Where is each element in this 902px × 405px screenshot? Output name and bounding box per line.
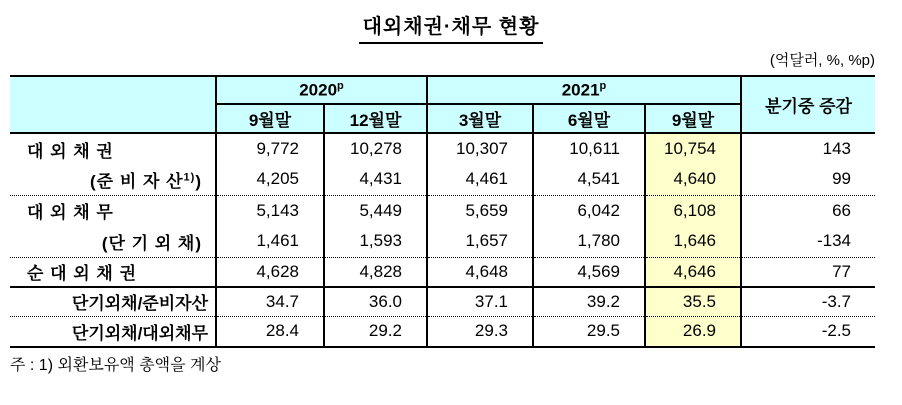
row-external-debt <box>10 195 875 226</box>
cell: 10,307 <box>427 133 533 164</box>
cell-highlighted: 26.9 <box>645 316 741 347</box>
header-group-row <box>10 76 875 104</box>
cell: 5,659 <box>427 195 533 226</box>
col-group-2021-label: 2021 <box>561 80 600 100</box>
row-label-text: (준 비 자 산 <box>90 171 184 191</box>
cell: 4,205 <box>216 164 324 195</box>
cell: 5,449 <box>324 195 427 226</box>
cell: 4,431 <box>324 164 427 195</box>
cell: 4,628 <box>216 257 324 287</box>
cell-change: -3.7 <box>741 287 875 316</box>
cell-highlighted: 4,640 <box>645 164 741 195</box>
row-ratio-debt-to-reserves <box>10 287 875 316</box>
cell: 29.3 <box>427 316 533 347</box>
cell: 4,541 <box>533 164 645 195</box>
cell-change: -134 <box>741 226 875 257</box>
col-group-2020 <box>216 76 427 104</box>
cell: 5,143 <box>216 195 324 226</box>
row-net-external-credit <box>10 257 875 287</box>
cell: 9,772 <box>216 133 324 164</box>
row-label-tail: ) <box>195 171 202 191</box>
cell-highlighted: 10,754 <box>645 133 741 164</box>
external-debt-credit-table <box>10 75 875 348</box>
cell: 4,828 <box>324 257 427 287</box>
col-group-2020-label: 2020 <box>299 80 338 100</box>
cell: 4,648 <box>427 257 533 287</box>
col-header-2021-mar: 3월말 <box>427 104 533 133</box>
cell-highlighted: 35.5 <box>645 287 741 316</box>
cell: 4,569 <box>533 257 645 287</box>
cell: 34.7 <box>216 287 324 316</box>
row-label: 대 외 채 무 <box>10 195 216 226</box>
unit-note: (억달러, %, %p) <box>769 52 875 69</box>
row-label: 순 대 외 채 권 <box>10 257 216 287</box>
page-title <box>0 10 902 44</box>
row-ratio-short-to-total-debt <box>10 316 875 347</box>
cell: 37.1 <box>427 287 533 316</box>
cell: 36.0 <box>324 287 427 316</box>
col-header-2021-sep: 9월말 <box>645 104 741 133</box>
cell: 1,461 <box>216 226 324 257</box>
cell-highlighted: 6,108 <box>645 195 741 226</box>
col-group-2021 <box>427 76 741 104</box>
cell-change: -2.5 <box>741 316 875 347</box>
cell: 1,593 <box>324 226 427 257</box>
col-header-quarterly-change: 분기중 증감 <box>741 76 875 133</box>
provisional-marker: p <box>337 79 344 92</box>
row-reserve-assets <box>10 164 875 195</box>
cell-change: 99 <box>741 164 875 195</box>
row-label: (단 기 외 채) <box>10 226 216 257</box>
cell: 10,278 <box>324 133 427 164</box>
cell-change: 143 <box>741 133 875 164</box>
footnote: 주 : 1) 외환보유액 총액을 계상 <box>10 357 221 374</box>
cell-highlighted: 4,646 <box>645 257 741 287</box>
cell: 4,461 <box>427 164 533 195</box>
row-label <box>10 164 216 195</box>
cell: 1,657 <box>427 226 533 257</box>
table-header <box>10 76 875 133</box>
cell: 1,780 <box>533 226 645 257</box>
page-title-text: 대외채권·채무 현황 <box>359 10 544 44</box>
col-header-2020-sep: 9월말 <box>216 104 324 133</box>
provisional-marker: p <box>599 79 607 92</box>
corner-cell <box>10 76 216 133</box>
row-external-credit <box>10 133 875 164</box>
footnote-marker: 1) <box>183 171 196 184</box>
cell-change: 66 <box>741 195 875 226</box>
cell: 29.2 <box>324 316 427 347</box>
table-body <box>10 133 875 347</box>
row-short-term-debt <box>10 226 875 257</box>
col-header-2020-dec: 12월말 <box>324 104 427 133</box>
row-label: 단기외채/대외채무 <box>10 316 216 347</box>
row-label: 대 외 채 권 <box>10 133 216 164</box>
cell: 29.5 <box>533 316 645 347</box>
cell-highlighted: 1,646 <box>645 226 741 257</box>
cell-change: 77 <box>741 257 875 287</box>
cell: 6,042 <box>533 195 645 226</box>
row-label: 단기외채/준비자산 <box>10 287 216 316</box>
cell: 39.2 <box>533 287 645 316</box>
col-header-2021-jun: 6월말 <box>533 104 645 133</box>
cell: 10,611 <box>533 133 645 164</box>
cell: 28.4 <box>216 316 324 347</box>
